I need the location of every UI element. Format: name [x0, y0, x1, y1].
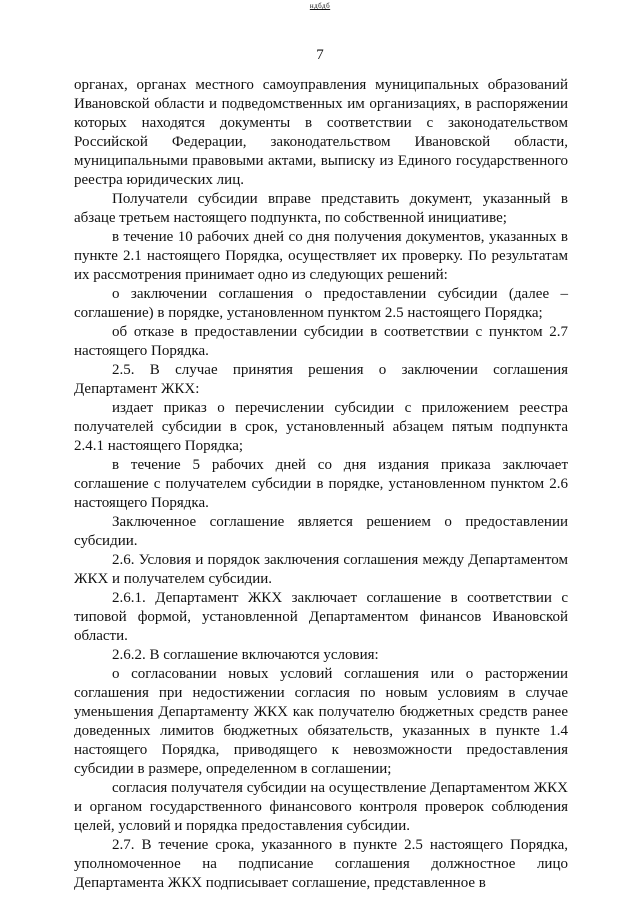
paragraph: 2.5. В случае принятия решения о заключении соглашения Департамент ЖКХ: — [74, 362, 568, 397]
paragraph: об отказе в предоставлении субсидии в соответствии с пунктом 2.7 настоящего Порядка. — [74, 324, 568, 359]
paragraph: издает приказ о перечислении субсидии с приложением реестра получателей субсидии в срок, установленный абзацем пятым подпункта 2.4.1 настоящего Порядка; — [74, 400, 568, 454]
paragraph: Получатели субсидии вправе представить документ, указанный в абзаце третьем настоящего подпункта, по собственной инициативе; — [74, 191, 568, 226]
paragraph: 2.6.2. В соглашение включаются условия: — [112, 647, 379, 663]
document-body — [74, 76, 568, 893]
paragraph: о согласовании новых условий соглашения или о расторжении соглашения при недостижении согласия по новым условиям в случае уменьшения Департаменту ЖКХ как получателю бюджетных средств ранее доведенных лимитов бюджетных обязательств, указанных в пункте 1.4 настоящего Порядка, приводящего к невозможности предоставления субсидии в размере, определенном в соглашении; — [74, 666, 568, 777]
paragraph: согласия получателя субсидии на осуществление Департаментом ЖКХ и органом государственного финансового контроля проверок соблюдения целей, условий и порядка предоставления субсидии. — [74, 780, 568, 834]
paragraph: Заключенное соглашение является решением о предоставлении субсидии. — [74, 514, 568, 549]
paragraph: в течение 10 рабочих дней со дня получения документов, указанных в пункте 2.1 настоящего Порядка, осуществляет их проверку. По результатам их рассмотрения принимает одно из следующих решений: — [74, 229, 568, 283]
paragraph: в течение 5 рабочих дней со дня издания приказа заключает соглашение с получателем субсидии в порядке, установленном пунктом 2.6 настоящего Порядка. — [74, 457, 568, 511]
paragraph: органах, органах местного самоуправления муниципальных образований Ивановской области и подведомственных им организациях, в распоряжении которых находятся документы в соответствии с законодательством Российской Федерации, законодательством Ивановской области, муниципальными правовыми актами, выписку из Единого государственного реестра юридических лиц. — [74, 77, 568, 188]
paragraph: о заключении соглашения о предоставлении субсидии (далее – соглашение) в порядке, установленном пунктом 2.5 настоящего Порядка; — [74, 286, 568, 321]
page-number: 7 — [316, 47, 324, 63]
paragraph: 2.6.1. Департамент ЖКХ заключает соглашение в соответствии с типовой формой, установленной Департаментом финансов Ивановской области. — [74, 590, 568, 644]
header-mark: ндбдб — [309, 2, 331, 10]
paragraph: 2.6. Условия и порядок заключения соглашения между Департаментом ЖКХ и получателем субсидии. — [74, 552, 568, 587]
paragraph: 2.7. В течение срока, указанного в пункте 2.5 настоящего Порядка, уполномоченное на подписание соглашения должностное лицо Департамента ЖКХ подписывает соглашение, представленное в — [74, 837, 568, 891]
